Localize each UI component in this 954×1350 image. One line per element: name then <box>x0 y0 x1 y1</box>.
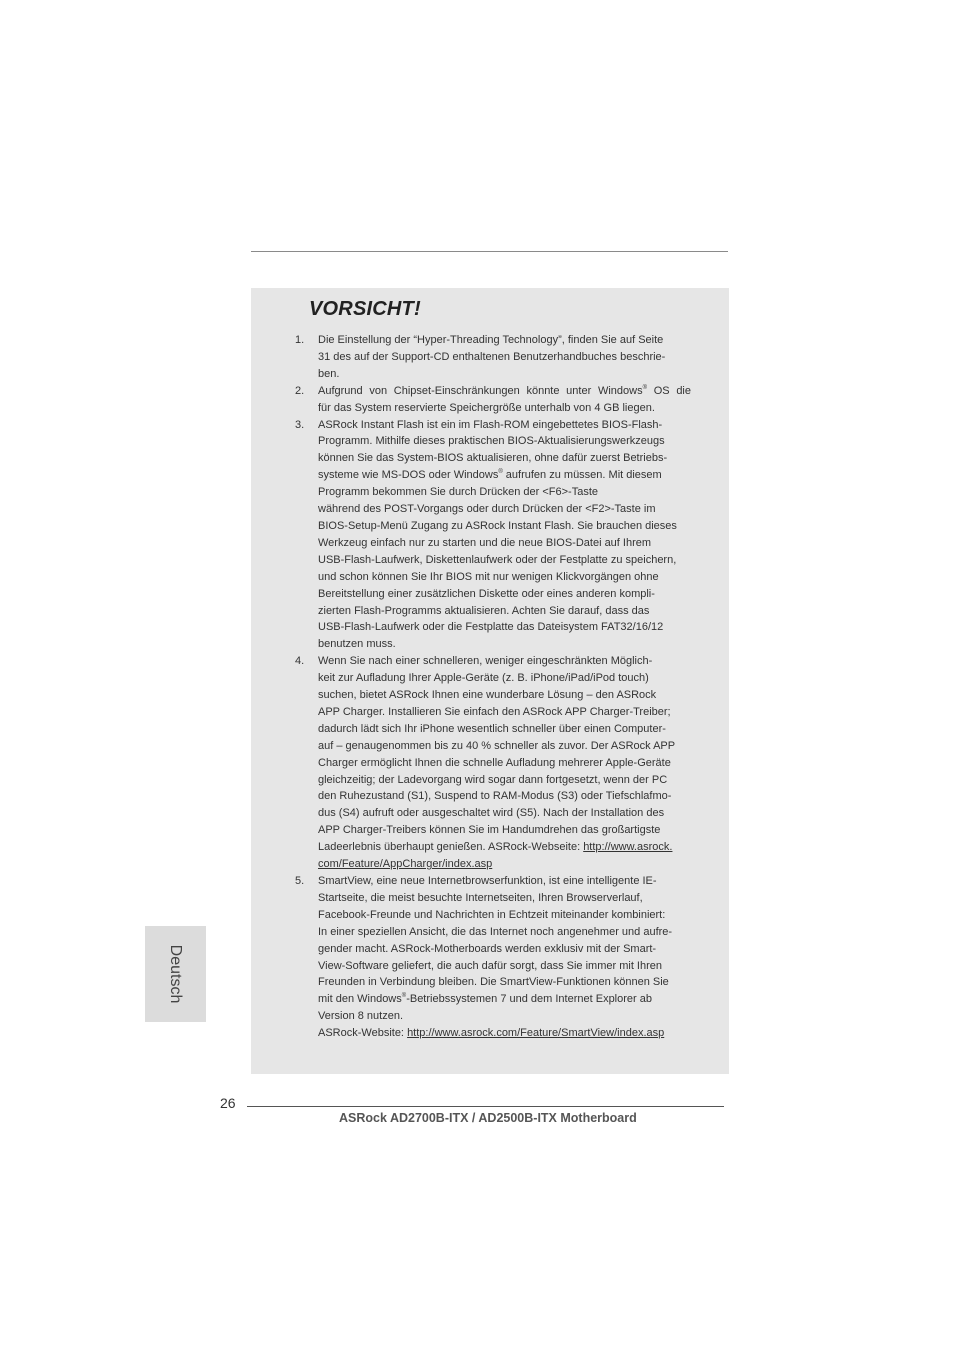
item-line: keit zur Aufladung Ihrer Apple-Geräte (z. B. iPhone/iPad/iPod touch) <box>318 672 649 685</box>
item-line: dadurch lädt sich Ihr iPhone wesentlich schneller über einen Computer- <box>318 722 666 735</box>
registered-mark: ® <box>642 384 648 391</box>
item-line: APP Charger. Installieren Sie einfach den ASRock APP Charger-Treiber; <box>318 705 671 718</box>
text-segment: ASRock-Website: <box>318 1027 408 1040</box>
item-line: Werkzeug einfach nur zu starten und die neue BIOS-Datei auf Ihrem <box>318 536 652 549</box>
item-line: Programm. Mithilfe dieses praktischen BIOS-Aktualisierungswerkzeugs <box>318 435 665 448</box>
item-line <box>318 991 691 1008</box>
footer-divider <box>247 1106 724 1107</box>
item-line: gender macht. ASRock-Motherboards werden exklusiv mit der Smart- <box>318 942 657 955</box>
item-line: Programm bekommen Sie durch Drücken der <F6>-Taste <box>318 486 599 499</box>
item-line: und schon können Sie Ihr BIOS mit nur wenigen Klickvorgängen ohne <box>318 570 659 583</box>
item-line: In einer speziellen Ansicht, die das Internet noch angenehmer und aufre- <box>318 925 673 938</box>
item-number: 4. <box>295 655 305 668</box>
item-line <box>318 467 691 484</box>
item-line <box>318 1025 691 1042</box>
item-line: benutzen muss. <box>318 638 396 651</box>
item-line: Facebook-Freunde und Nachrichten in Echtzeit miteinander kombiniert: <box>318 908 666 921</box>
item-line <box>318 383 691 400</box>
item-line: für das System reservierte Speichergröße unterhalb von 4 GB liegen. <box>318 401 655 414</box>
item-line: Startseite, die meist besuchte Internetseiten, Ihren Browserverlauf, <box>318 891 643 904</box>
item-line: ben. <box>318 367 340 380</box>
text-segment: mit den Windows <box>318 993 402 1006</box>
item-line: den Ruhezustand (S1), Suspend to RAM-Modus (S3) oder Tiefschlafmo- <box>318 790 672 803</box>
caution-panel <box>251 288 729 1074</box>
item-line: dus (S4) aufruft oder ausgeschaltet wird (S5). Nach der Installation des <box>318 807 665 820</box>
item-number: 2. <box>295 384 305 397</box>
item-line: BIOS-Setup-Menü Zugang zu ASRock Instant Flash. Sie brauchen dieses <box>318 519 677 532</box>
item-line: USB-Flash-Laufwerk, Diskettenlaufwerk oder der Festplatte zu speichern, <box>318 553 677 566</box>
item-line: suchen, bietet ASRock Ihnen eine wunderbare Lösung – den ASRock <box>318 689 657 702</box>
language-tab <box>145 926 206 1022</box>
app-charger-link-continued[interactable]: com/Feature/AppCharger/index.asp <box>318 858 493 871</box>
item-line <box>318 839 691 856</box>
registered-mark: ® <box>401 993 407 1000</box>
list-item <box>291 653 691 873</box>
item-number: 3. <box>295 418 305 431</box>
item-line: auf – genaugenommen bis zu 40 % schneller als zuvor. Der ASRock APP <box>318 739 676 752</box>
list-item <box>291 332 691 383</box>
caution-list <box>291 332 691 1042</box>
text-segment: aufrufen zu müssen. Mit diesem <box>502 469 662 482</box>
caution-title: VORSICHT! <box>309 298 421 320</box>
item-line: ASRock Instant Flash ist ein im Flash-ROM eingebettetes BIOS-Flash- <box>318 418 663 431</box>
smartview-link[interactable]: http://www.asrock.com/Feature/SmartView/index.asp <box>407 1027 665 1040</box>
list-item <box>291 417 691 654</box>
item-number: 1. <box>295 334 305 346</box>
item-line: können Sie das System-BIOS aktualisieren, ohne dafür zuerst Betriebs- <box>318 452 668 465</box>
item-line: Freunden in Verbindung bleiben. Die SmartView-Funktionen können Sie <box>318 976 669 989</box>
item-line: USB-Flash-Laufwerk oder die Festplatte das Dateisystem FAT32/16/12 <box>318 621 664 634</box>
item-line: SmartView, eine neue Internetbrowserfunktion, ist eine intelligente IE- <box>318 875 657 887</box>
text-segment: systeme wie MS-DOS oder Windows <box>318 469 499 482</box>
item-line: Bereitstellung einer zusätzlichen Diskette oder eines anderen kompli- <box>318 587 655 600</box>
item-line: Charger ermöglicht Ihnen die schnelle Aufladung mehrerer Apple-Geräte <box>318 756 671 769</box>
text-segment: OS die <box>647 384 691 397</box>
item-line: gleichzeitig; der Ladevorgang wird sogar dann fortgesetzt, wenn der PC <box>318 773 668 786</box>
registered-mark: ® <box>498 469 503 476</box>
item-line: View-Software geliefert, die auch dafür sorgt, dass Sie immer mit Ihren <box>318 959 663 972</box>
item-line: 31 des auf der Support-CD enthaltenen Benutzerhandbuches beschrie- <box>318 350 666 363</box>
text-segment: Aufgrund von Chipset-Einschränkungen könnte unter Windows <box>318 384 643 397</box>
list-item <box>291 383 691 417</box>
app-charger-link[interactable]: http://www.asrock. <box>583 841 673 854</box>
item-line: zierten Flash-Programms aktualisieren. Achten Sie darauf, dass das <box>318 604 650 617</box>
item-number: 5. <box>295 875 305 887</box>
item-line: APP Charger-Treibers können Sie im Handumdrehen das großartigste <box>318 824 661 837</box>
text-segment: Ladeerlebnis überhaupt genießen. ASRock-Webseite: <box>318 841 584 854</box>
item-line: während des POST-Vorgangs oder durch Drücken der <F2>-Taste im <box>318 503 656 516</box>
top-divider <box>251 251 728 252</box>
list-item <box>291 873 691 1042</box>
item-line: Wenn Sie nach einer schnelleren, weniger eingeschränkten Möglich- <box>318 655 653 668</box>
item-line: Die Einstellung der “Hyper-Threading Technology”, finden Sie auf Seite <box>318 334 664 346</box>
text-segment: -Betriebssystemen 7 und dem Internet Explorer ab <box>406 993 652 1006</box>
page-number: 26 <box>220 1095 236 1111</box>
language-label: Deutsch <box>167 944 184 1004</box>
item-line: Version 8 nutzen. <box>318 1010 404 1023</box>
footer-product-name: ASRock AD2700B-ITX / AD2500B-ITX Motherboard <box>339 1111 637 1125</box>
